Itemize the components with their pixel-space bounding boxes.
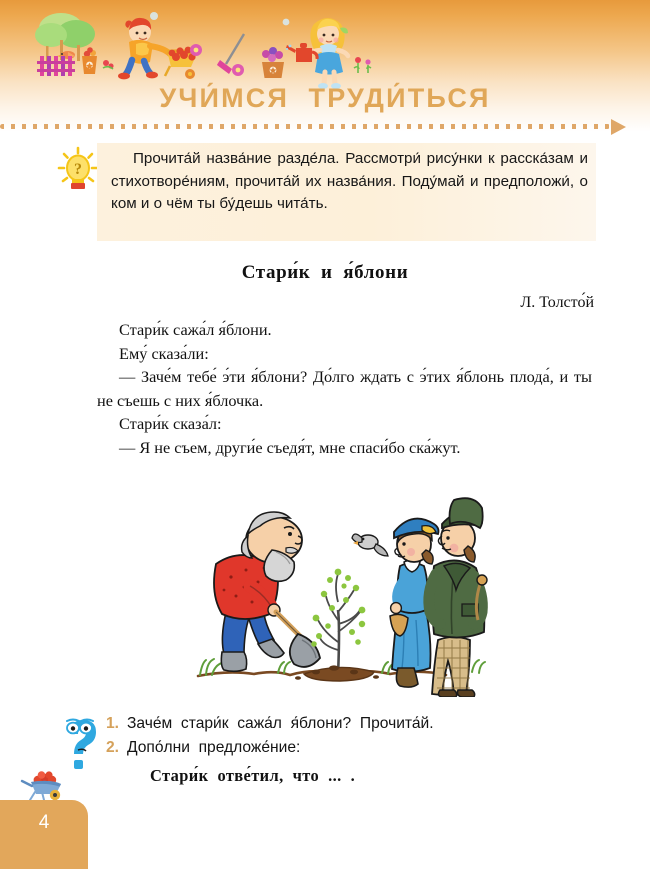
question-text: Допо́лни предложе́ние: [127,739,301,756]
story-paragraph: Ему́ сказа́ли: [119,343,209,363]
questions-list [106,712,596,786]
question-text: Заче́м стари́к сажа́л я́блони? Прочита́й. [127,715,434,732]
potted-plant-icon [262,47,284,78]
wheelbarrow-with-apples-icon [18,770,72,804]
flower-decoration [103,60,114,69]
question-number: 2. [106,739,120,756]
question-mark-character-icon [62,716,104,774]
girl-with-watering-can-icon [286,18,348,89]
section-title: УЧИ́МСЯ ТРУДИ́ТЬСЯ [159,83,491,113]
story-paragraph: Стари́к сказа́л: [119,414,222,434]
small-flowers-icon [354,57,371,73]
dotted-line [0,124,610,129]
story-paragraph: Стари́к сажа́л я́блони. [119,320,272,339]
lightbulb-question-icon [56,145,100,193]
apple-bucket-icon [82,47,97,74]
page-number: 4 [38,812,50,833]
fence-icon [37,56,75,76]
story-body [97,318,592,460]
question-item [106,712,596,736]
question-item [106,736,596,760]
intro-callout [56,143,596,243]
story-author: Л. Толсто́й [520,294,594,311]
intro-text-box [97,143,596,241]
story-title: Стари́к и я́блони [241,262,409,283]
page-number-tab [0,800,88,869]
answer-prompt: Стари́к отве́тил, что ... . [150,766,356,785]
question-number: 1. [106,715,120,732]
sparkle-decoration [150,12,289,25]
bird-icon [57,51,75,59]
children-gardening-banner-illustration [24,8,394,90]
arrow-right-icon [611,119,626,135]
old-man-planting-apple-tree-illustration [186,492,506,697]
story-paragraph: — Я не съем, други́е съедя́т, мне спаси́бо ска́жут. [119,437,461,457]
story-paragraph: — Заче́м тебе́ э́ти я́блони? До́лго ждать с э́тих я́блонь плода́, и ты не съешь с них я́блочка. [97,367,592,410]
intro-text: Прочита́й назва́ние разде́ла. Рассмотри́ рису́нки к расска́зам и стихотворе́ниям, прочита́й их назва́ния. Поду́май и предположи́, о ком и о чём ты бу́дешь чита́ть. [111,150,588,213]
svg-text:?: ? [74,161,82,178]
decorative-dotted-rule [0,119,650,135]
boy-with-wheelbarrow-icon [118,18,197,79]
